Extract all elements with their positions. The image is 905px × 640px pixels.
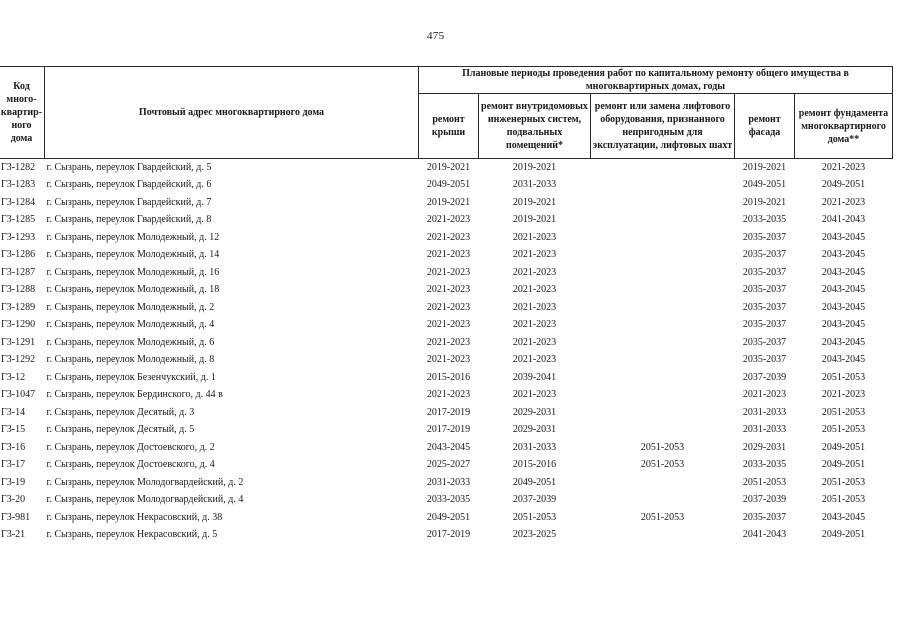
cell-roof: 2021-2023 bbox=[426, 266, 471, 278]
cell-systems: 2031-2033 bbox=[512, 441, 557, 453]
cell-elevators bbox=[591, 177, 735, 195]
cell-elevators bbox=[591, 422, 735, 440]
cell-address: г. Сызрань, переулок Достоевского, д. 2 bbox=[46, 441, 215, 453]
table-row bbox=[0, 177, 893, 195]
cell-elevators bbox=[591, 492, 735, 510]
table-row bbox=[0, 439, 893, 457]
cell-roof: 2021-2023 bbox=[426, 389, 471, 401]
cell-roof: 2021-2023 bbox=[426, 214, 471, 226]
table-row bbox=[0, 212, 893, 230]
cell-roof: 2049-2051 bbox=[426, 511, 471, 523]
cell-roof: 2015-2016 bbox=[426, 371, 471, 383]
cell-code: Г3-17 bbox=[0, 457, 45, 475]
cell-elevators: 2051-2053 bbox=[640, 441, 685, 453]
cell-systems: 2021-2023 bbox=[512, 266, 557, 278]
cell-code: Г3-12 bbox=[0, 369, 45, 387]
table-row bbox=[0, 194, 893, 212]
cell-address: г. Сызрань, переулок Молодежный, д. 14 bbox=[46, 249, 220, 261]
cell-elevators bbox=[591, 404, 735, 422]
cell-code: Г3-15 bbox=[0, 422, 45, 440]
cell-foundation: 2049-2051 bbox=[821, 441, 866, 453]
cell-systems: 2021-2023 bbox=[512, 301, 557, 313]
cell-roof: 2021-2023 bbox=[426, 231, 471, 243]
cell-roof: 2021-2023 bbox=[426, 249, 471, 261]
cell-foundation: 2049-2051 bbox=[821, 529, 866, 541]
cell-elevators bbox=[591, 474, 735, 492]
cell-address: г. Сызрань, переулок Молодежный, д. 18 bbox=[46, 284, 220, 296]
cell-roof: 2021-2023 bbox=[426, 336, 471, 348]
cell-address: г. Сызрань, переулок Некрасовский, д. 38 bbox=[46, 511, 223, 523]
cell-foundation: 2043-2045 bbox=[821, 249, 866, 261]
cell-code: Г3-981 bbox=[0, 509, 45, 527]
cell-foundation: 2043-2045 bbox=[821, 266, 866, 278]
table-header bbox=[0, 67, 893, 159]
cell-address: г. Сызрань, переулок Молодежный, д. 6 bbox=[46, 336, 215, 348]
cell-systems: 2019-2021 bbox=[512, 196, 557, 208]
cell-facade: 2035-2037 bbox=[742, 284, 787, 296]
cell-elevators bbox=[591, 264, 735, 282]
cell-facade: 2051-2053 bbox=[742, 476, 787, 488]
cell-elevators bbox=[591, 387, 735, 405]
cell-elevators: 2051-2053 bbox=[640, 511, 685, 523]
cell-systems: 2029-2031 bbox=[512, 424, 557, 436]
cell-address: г. Сызрань, переулок Молодежный, д. 4 bbox=[46, 319, 215, 331]
cell-code: Г3-1290 bbox=[0, 317, 45, 335]
cell-systems: 2029-2031 bbox=[512, 406, 557, 418]
cell-elevators bbox=[591, 369, 735, 387]
cell-systems: 2023-2025 bbox=[512, 529, 557, 541]
cell-address: г. Сызрань, переулок Бердинского, д. 44 в bbox=[46, 389, 223, 401]
cell-elevators bbox=[591, 334, 735, 352]
cell-code: Г3-1289 bbox=[0, 299, 45, 317]
cell-foundation: 2051-2053 bbox=[821, 494, 866, 506]
cell-facade: 2035-2037 bbox=[742, 354, 787, 366]
cell-elevators bbox=[591, 159, 735, 177]
cell-code: Г3-1284 bbox=[0, 194, 45, 212]
cell-roof: 2017-2019 bbox=[426, 529, 471, 541]
cell-facade: 2049-2051 bbox=[742, 179, 787, 191]
cell-code: Г3-14 bbox=[0, 404, 45, 422]
cell-systems: 2019-2021 bbox=[512, 161, 557, 173]
cell-systems: 2015-2016 bbox=[512, 459, 557, 471]
cell-address: г. Сызрань, переулок Молодогвардейский, д. 4 bbox=[46, 494, 244, 506]
cell-facade: 2041-2043 bbox=[742, 529, 787, 541]
cell-code: Г3-1283 bbox=[0, 177, 45, 195]
cell-code: Г3-1293 bbox=[0, 229, 45, 247]
cell-facade: 2037-2039 bbox=[742, 371, 787, 383]
cell-systems: 2037-2039 bbox=[512, 494, 557, 506]
cell-facade: 2037-2039 bbox=[742, 494, 787, 506]
cell-systems: 2021-2023 bbox=[512, 354, 557, 366]
table-row bbox=[0, 509, 893, 527]
cell-facade: 2035-2037 bbox=[742, 301, 787, 313]
cell-code: Г3-20 bbox=[0, 492, 45, 510]
cell-address: г. Сызрань, переулок Гвардейский, д. 7 bbox=[46, 196, 212, 208]
page-number: 475 bbox=[427, 30, 445, 42]
table-row bbox=[0, 527, 893, 545]
header-foundation: ремонт фундамента многоквартирного дома** bbox=[795, 94, 893, 159]
cell-elevators bbox=[591, 229, 735, 247]
table-row bbox=[0, 422, 893, 440]
cell-foundation: 2043-2045 bbox=[821, 354, 866, 366]
cell-roof: 2021-2023 bbox=[426, 354, 471, 366]
cell-address: г. Сызрань, переулок Молодежный, д. 8 bbox=[46, 354, 215, 366]
cell-facade: 2035-2037 bbox=[742, 266, 787, 278]
cell-elevators bbox=[591, 212, 735, 230]
cell-roof: 2043-2045 bbox=[426, 441, 471, 453]
cell-facade: 2035-2037 bbox=[742, 511, 787, 523]
cell-facade: 2031-2033 bbox=[742, 406, 787, 418]
cell-foundation: 2043-2045 bbox=[821, 319, 866, 331]
table-row bbox=[0, 404, 893, 422]
cell-facade: 2033-2035 bbox=[742, 459, 787, 471]
cell-elevators bbox=[591, 352, 735, 370]
cell-facade: 2019-2021 bbox=[742, 196, 787, 208]
cell-systems: 2021-2023 bbox=[512, 319, 557, 331]
cell-facade: 2029-2031 bbox=[742, 441, 787, 453]
cell-systems: 2021-2023 bbox=[512, 249, 557, 261]
cell-facade: 2035-2037 bbox=[742, 336, 787, 348]
cell-address: г. Сызрань, переулок Достоевского, д. 4 bbox=[46, 459, 215, 471]
table-row bbox=[0, 229, 893, 247]
table-row bbox=[0, 369, 893, 387]
table-row bbox=[0, 474, 893, 492]
cell-address: г. Сызрань, переулок Десятый, д. 3 bbox=[46, 406, 195, 418]
table-row bbox=[0, 299, 893, 317]
cell-roof: 2017-2019 bbox=[426, 406, 471, 418]
header-facade: ремонт фасада bbox=[735, 94, 795, 159]
cell-roof: 2021-2023 bbox=[426, 301, 471, 313]
cell-elevators bbox=[591, 527, 735, 545]
cell-address: г. Сызрань, переулок Десятый, д. 5 bbox=[46, 424, 195, 436]
cell-systems: 2051-2053 bbox=[512, 511, 557, 523]
table-row bbox=[0, 352, 893, 370]
cell-foundation: 2051-2053 bbox=[821, 424, 866, 436]
cell-foundation: 2051-2053 bbox=[821, 476, 866, 488]
cell-elevators bbox=[591, 247, 735, 265]
cell-systems: 2021-2023 bbox=[512, 336, 557, 348]
cell-facade: 2021-2023 bbox=[742, 389, 787, 401]
cell-foundation: 2043-2045 bbox=[821, 301, 866, 313]
table-body bbox=[0, 159, 893, 545]
cell-foundation: 2043-2045 bbox=[821, 284, 866, 296]
cell-code: Г3-1287 bbox=[0, 264, 45, 282]
cell-code: Г3-1292 bbox=[0, 352, 45, 370]
table-row bbox=[0, 387, 893, 405]
table-row bbox=[0, 334, 893, 352]
cell-roof: 2031-2033 bbox=[426, 476, 471, 488]
cell-elevators: 2051-2053 bbox=[640, 459, 685, 471]
cell-address: г. Сызрань, переулок Гвардейский, д. 5 bbox=[46, 161, 212, 173]
cell-roof: 2033-2035 bbox=[426, 494, 471, 506]
table-row bbox=[0, 492, 893, 510]
cell-foundation: 2043-2045 bbox=[821, 231, 866, 243]
cell-facade: 2031-2033 bbox=[742, 424, 787, 436]
cell-foundation: 2051-2053 bbox=[821, 371, 866, 383]
cell-foundation: 2021-2023 bbox=[821, 161, 866, 173]
cell-facade: 2019-2021 bbox=[742, 161, 787, 173]
cell-systems: 2019-2021 bbox=[512, 214, 557, 226]
cell-foundation: 2051-2053 bbox=[821, 406, 866, 418]
cell-elevators bbox=[591, 299, 735, 317]
header-systems: ремонт внутридомовых инженерных систем, подвальных помещений* bbox=[479, 94, 591, 159]
cell-roof: 2021-2023 bbox=[426, 319, 471, 331]
cell-code: Г3-16 bbox=[0, 439, 45, 457]
cell-roof: 2049-2051 bbox=[426, 179, 471, 191]
cell-code: Г3-1288 bbox=[0, 282, 45, 300]
cell-address: г. Сызрань, переулок Безенчукский, д. 1 bbox=[46, 371, 216, 383]
table-row bbox=[0, 282, 893, 300]
cell-code: Г3-21 bbox=[0, 527, 45, 545]
table-row bbox=[0, 457, 893, 475]
table-row bbox=[0, 264, 893, 282]
cell-address: г. Сызрань, переулок Некрасовский, д. 5 bbox=[46, 529, 218, 541]
header-periods-group: Плановые периоды проведения работ по капитальному ремонту общего имущества в многоквартирных домах, годы bbox=[419, 67, 893, 94]
cell-systems: 2049-2051 bbox=[512, 476, 557, 488]
cell-roof: 2019-2021 bbox=[426, 161, 471, 173]
header-address: Почтовый адрес многоквартирного дома bbox=[45, 67, 419, 159]
cell-elevators bbox=[591, 317, 735, 335]
cell-systems: 2021-2023 bbox=[512, 389, 557, 401]
header-code: Код много-квартир-ного дома bbox=[0, 67, 45, 159]
cell-systems: 2031-2033 bbox=[512, 179, 557, 191]
cell-facade: 2035-2037 bbox=[742, 231, 787, 243]
cell-foundation: 2049-2051 bbox=[821, 179, 866, 191]
cell-address: г. Сызрань, переулок Гвардейский, д. 6 bbox=[46, 179, 212, 191]
cell-foundation: 2043-2045 bbox=[821, 511, 866, 523]
cell-code: Г3-1291 bbox=[0, 334, 45, 352]
cell-code: Г3-19 bbox=[0, 474, 45, 492]
cell-facade: 2033-2035 bbox=[742, 214, 787, 226]
cell-foundation: 2021-2023 bbox=[821, 196, 866, 208]
cell-roof: 2025-2027 bbox=[426, 459, 471, 471]
cell-roof: 2021-2023 bbox=[426, 284, 471, 296]
cell-address: г. Сызрань, переулок Молодежный, д. 2 bbox=[46, 301, 215, 313]
capital-repair-schedule-table bbox=[0, 66, 893, 544]
cell-foundation: 2021-2023 bbox=[821, 389, 866, 401]
cell-elevators bbox=[591, 282, 735, 300]
cell-elevators bbox=[591, 194, 735, 212]
table-row bbox=[0, 159, 893, 177]
cell-foundation: 2049-2051 bbox=[821, 459, 866, 471]
cell-systems: 2039-2041 bbox=[512, 371, 557, 383]
cell-code: Г3-1282 bbox=[0, 159, 45, 177]
cell-code: Г3-1286 bbox=[0, 247, 45, 265]
cell-code: Г3-1047 bbox=[0, 387, 45, 405]
header-elevators: ремонт или замена лифтового оборудования, признанного непригодным для эксплуатации, лифтовых шахт bbox=[591, 94, 735, 159]
cell-facade: 2035-2037 bbox=[742, 319, 787, 331]
cell-foundation: 2043-2045 bbox=[821, 336, 866, 348]
cell-roof: 2019-2021 bbox=[426, 196, 471, 208]
cell-address: г. Сызрань, переулок Молодежный, д. 16 bbox=[46, 266, 220, 278]
cell-roof: 2017-2019 bbox=[426, 424, 471, 436]
cell-systems: 2021-2023 bbox=[512, 284, 557, 296]
cell-systems: 2021-2023 bbox=[512, 231, 557, 243]
cell-foundation: 2041-2043 bbox=[821, 214, 866, 226]
table-row bbox=[0, 317, 893, 335]
cell-address: г. Сызрань, переулок Молодогвардейский, д. 2 bbox=[46, 476, 244, 488]
cell-address: г. Сызрань, переулок Гвардейский, д. 8 bbox=[46, 214, 212, 226]
table-row bbox=[0, 247, 893, 265]
cell-address: г. Сызрань, переулок Молодежный, д. 12 bbox=[46, 231, 220, 243]
cell-code: Г3-1285 bbox=[0, 212, 45, 230]
header-roof: ремонт крыши bbox=[419, 94, 479, 159]
cell-facade: 2035-2037 bbox=[742, 249, 787, 261]
